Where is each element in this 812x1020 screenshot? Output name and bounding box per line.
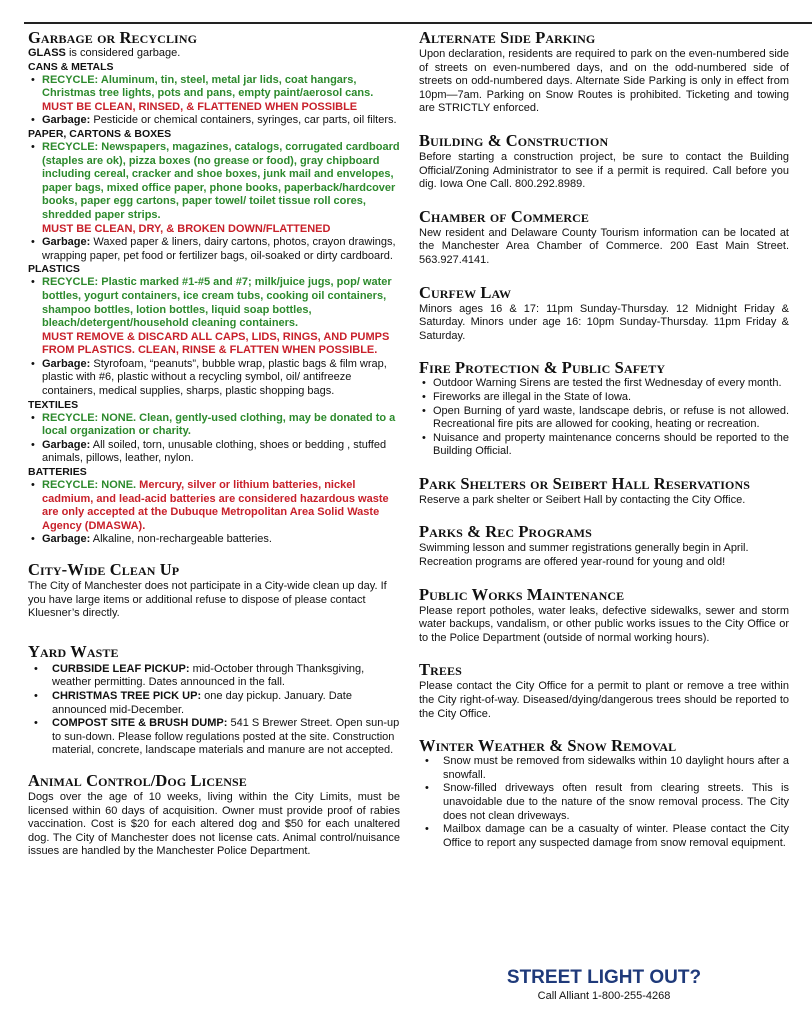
plastics-list [28, 276, 400, 398]
textiles-subheading: TEXTILES [28, 398, 79, 411]
curfew-text: Minors ages 16 & 17: 11pm Sunday-Thursday. 12 Midnight Friday & Saturday. Minors under age 16: 10pm Sunday-Thursday. 11pm Friday & Saturday. [419, 302, 789, 342]
winter-item: • Snow-filled driveways often result from clearing streets. This is unavoidable due to the nature of the snow removal process. The City does not clean driveways. [419, 782, 789, 823]
trees-heading: Trees [419, 660, 462, 680]
yard-list [28, 663, 400, 758]
chamber-text: New resident and Delaware County Tourism information can be located at the Manchester Area Chamber of Commerce. 200 East Main Street. 563.927.4141. [419, 226, 789, 266]
trees-text: Please contact the City Office for a permit to plant or remove a tree within the City right-of-way. Diseased/dying/dangerous trees should be reported to the City Office. [419, 680, 789, 720]
fire-item: • Fireworks are illegal in the State of Iowa. [419, 391, 789, 405]
cans-list [28, 74, 400, 128]
cans-garbage-item: • Garbage: Pesticide or chemical containers, syringes, car parts, oil filters. [28, 114, 400, 128]
cans-must-note: MUST BE CLEAN, RINSED, & FLATTENED WHEN POSSIBLE [42, 100, 358, 113]
winter-item: • Snow must be removed from sidewalks within 10 daylight hours after a snowfall. [419, 755, 789, 782]
parks-section [419, 523, 789, 569]
yard-item: • COMPOST SITE & BRUSH DUMP: 541 S Brewer Street. Open sun-up to sun-down. Please follow regulations posted at the site. Construction material, concrete, landscape materials and manure are not accepted. [28, 717, 400, 758]
shelters-text: Reserve a park shelter or Seibert Hall by contacting the City Office. [419, 493, 746, 506]
fire-heading: Fire Protection & Public Safety [419, 358, 666, 378]
right-column [419, 29, 789, 850]
fire-item: • Outdoor Warning Sirens are tested the first Wednesday of every month. [419, 377, 789, 391]
batteries-list [28, 479, 400, 547]
curfew-section [419, 284, 789, 344]
plastics-garbage-item: • Garbage: Styrofoam, “peanuts”, bubble wrap, plastic bags & film wrap, plastic with #6, plastic without a recycling symbol, oil/ antifreeze containers, medical supplies, sharps, plastic shopping bags. [28, 358, 400, 399]
trees-section [419, 661, 789, 721]
curfew-heading: Curfew Law [419, 282, 512, 302]
chamber-section [419, 208, 789, 268]
cleanup-heading: City-Wide Clean Up [28, 560, 180, 579]
yard-item: • CURBSIDE LEAF PICKUP: mid-October through Thanksgiving, weather permitting. Dates announced in the fall. [28, 663, 400, 690]
paper-subheading: PAPER, CARTONS & BOXES [28, 127, 172, 140]
left-column [28, 29, 400, 859]
fire-section [419, 359, 789, 459]
fire-list [419, 377, 789, 459]
parks-text: Swimming lesson and summer registrations generally begin in April. Recreation programs are offered year-round for young and old! [419, 542, 749, 569]
winter-heading: Winter Weather & Snow Removal [419, 736, 677, 756]
top-rule [24, 22, 812, 24]
fire-item: • Open Burning of yard waste, landscape debris, or refuse is not allowed. Recreational fire pits are allowed for cooking, heating or recreation. [419, 405, 789, 432]
animal-heading: Animal Control/Dog License [28, 770, 247, 790]
paper-garbage-item: • Garbage: Waxed paper & liners, dairy cartons, photos, crayon drawings, wrapping paper, pet food or fertilizer bags, oil-soaked or dirty cardboard. [28, 236, 400, 263]
cans-subheading: CANS & METALS [28, 60, 114, 73]
cleanup-text: The City of Manchester does not participate in a City-wide clean up day. If you have large items or additional refuse to dispose of please contact Kluesner’s directly. [28, 580, 387, 620]
building-text: Before starting a construction project, be sure to contact the Building Official/Zoning Administrator to see if a permit is required. Call before you dig. Iowa One Call. 800.292.8989. [419, 150, 789, 191]
publicworks-section [419, 586, 789, 646]
plastics-recycle-item: • RECYCLE: Plastic marked #1-#5 and #7; milk/juice jugs, pop/ water bottles, yogurt containers, ice cream tubs, cooking oil containers, shampoo bottles, lotion bottles, liquid soap bottles, bleach/detergent/household cleaning containers. MUST REMOVE & DISCARD ALL CAPS, LIDS, RINGS, AND PUMPS FROM PLASTICS. CLEAN, RINSE & FLATTEN WHEN POSSIBLE. [28, 276, 400, 358]
batteries-subheading: BATTERIES [28, 466, 87, 479]
street-light-callout [419, 967, 789, 1003]
batteries-garbage-item: • Garbage: Alkaline, non-rechargeable batteries. [28, 533, 400, 547]
animal-section [28, 772, 400, 859]
yard-section [28, 643, 400, 758]
glass-note: GLASS is considered garbage. [28, 47, 181, 59]
batteries-recycle-item: • RECYCLE: NONE. Mercury, silver or lithium batteries, nickel cadmium, and lead-acid batteries are considered hazardous waste are only accepted at the Dubuque Metropolitan Area Solid Waste Agency (DMASWA). [28, 479, 400, 533]
building-heading: Building & Construction [419, 130, 609, 150]
paper-recycle-item: • RECYCLE: Newspapers, magazines, catalogs, corrugated cardboard (staples are ok), pizza boxes (no grease or food), gray chipboard including cereal, cracker and shoe boxes, junk mail and envelopes, paper bags, mixed office paper, phone books, paperback/hardcover books, paper egg cartons, paper towel/ toilet tissue roll cores, shredded paper strips. MUST BE CLEAN, DRY, & BROKEN DOWN/FLATTENED [28, 141, 400, 236]
publicworks-text: Please report potholes, water leaks, defective sidewalks, sewer and storm water backups, vandalism, or other public works issues to the City Office or to the Police Department (outside of normal working hours). [419, 604, 789, 644]
textiles-recycle-item: • RECYCLE: NONE. Clean, gently-used clothing, may be donated to a local organization or charity. [28, 412, 400, 439]
chamber-heading: Chamber of Commerce [419, 206, 589, 226]
garbage-section [28, 29, 400, 547]
shelters-section [419, 475, 789, 508]
yard-heading: Yard Waste [28, 641, 119, 661]
paper-list [28, 141, 400, 263]
parking-heading: Alternate Side Parking [419, 28, 596, 47]
building-section [419, 132, 789, 192]
parking-text: Upon declaration, residents are required to park on the even-numbered side of streets on even-numbered days, and on the odd-numbered side of streets on odd-numbered days. Alternate Side Parking is only in effect from 10pm—7am. Parking on Snow Routes is prohibited. Ticketing and towing are STRICTLY enforced. [419, 48, 789, 115]
textiles-garbage-item: • Garbage: All soiled, torn, unusable clothing, shoes or bedding , stuffed animals, pillows, leather, nylon. [28, 439, 400, 466]
animal-text: Dogs over the age of 10 weeks, living within the City Limits, must be licensed within 60 days of acquisition. Owner must provide proof of rabies vaccination. Cost is $20 for each altered dog and $50 for each unaltered dog. The City of Manchester does not license cats. Animal control/nuisance issues are handled by the Manchester Police Department. [28, 790, 400, 858]
cleanup-section [28, 561, 400, 621]
garbage-heading: Garbage or Recycling [28, 28, 198, 47]
cans-recycle-item: • RECYCLE: Aluminum, tin, steel, metal jar lids, coat hangars, Christmas tree lights, pots and pans, empty paint/aerosol cans. MUST BE CLEAN, RINSED, & FLATTENED WHEN POSSIBLE [28, 74, 400, 115]
textiles-list [28, 412, 400, 466]
fire-item: • Nuisance and property maintenance concerns should be reported to the Building Official. [419, 432, 789, 459]
street-light-title: STREET LIGHT OUT? [506, 967, 702, 988]
street-light-phone: Call Alliant 1-800-255-4268 [537, 990, 671, 1002]
plastics-must-note: MUST REMOVE & DISCARD ALL CAPS, LIDS, RINGS, AND PUMPS FROM PLASTICS. CLEAN, RINSE & FLATTEN WHEN POSSIBLE. [42, 330, 390, 357]
parks-heading: Parks & Rec Programs [419, 522, 592, 542]
paper-must-note: MUST BE CLEAN, DRY, & BROKEN DOWN/FLATTENED [42, 222, 331, 235]
plastics-subheading: PLASTICS [28, 263, 80, 276]
winter-list [419, 755, 789, 850]
publicworks-heading: Public Works Maintenance [419, 584, 625, 604]
yard-item: • CHRISTMAS TREE PICK UP: one day pickup. January. Date announced mid-December. [28, 690, 400, 717]
parking-section [419, 29, 789, 116]
winter-section [419, 737, 789, 850]
shelters-heading: Park Shelters or Seibert Hall Reservations [419, 473, 751, 493]
winter-item: • Mailbox damage can be a casualty of winter. Please contact the City Office to report any suspected damage from snow removal equipment. [419, 823, 789, 850]
